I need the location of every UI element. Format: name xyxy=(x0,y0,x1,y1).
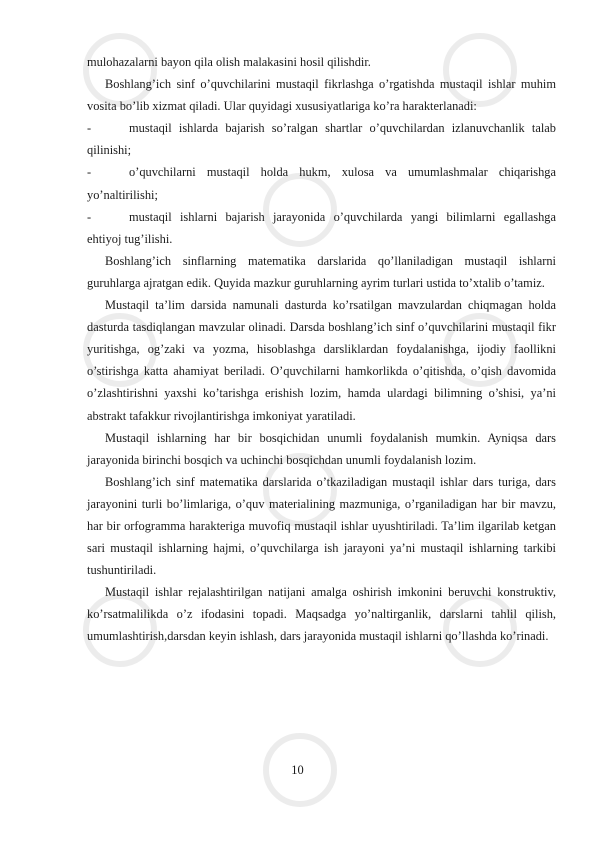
paragraph: Boshlang’ich sinf matematika darslarida o’tkaziladigan mustaqil ishlar dars turiga, dars jarayonini turli bo’limlariga, o’quv materialining mazmuniga, o’rganiladigan har bir mavzu, har bir orfogramma harakteriga muvofiq mustaqil ishlar uyushtiriladi. Ta’lim ilgarilab ketgan sari mustaqil ishlarning hajmi, o’quvchilarga ish jarayoni ya’ni mustaqil ishlarning tarkibi tushuntiriladi. xyxy=(87,474,556,578)
dash-list-item-text: mustaqil ishlarni bajarish jarayonida o’quvchilarda yangi bilimlarni egallashga ehtiyoj tug’ilishi. xyxy=(87,209,556,246)
paragraph: Boshlang’ich sinflarning matematika darslarida qo’llaniladigan mustaqil ishlarni guruhlarga ajratgan edik. Quyida mazkur guruhlarning ayrim turlari ustida to’xtalib o’tamiz. xyxy=(87,253,556,290)
paragraph: Mustaqil ishlarning har bir bosqichidan unumli foydalanish mumkin. Ayniqsa dars jarayonida birinchi bosqich va uchinchi bosqichdan unumli foydalanish lozim. xyxy=(87,430,556,467)
dash-list-item xyxy=(87,206,556,250)
page-number: 10 xyxy=(291,763,304,777)
dash-bullet: - xyxy=(87,121,92,136)
dash-list-item xyxy=(87,161,556,205)
dash-list-item-text: o’quvchilarni mustaqil holda hukm, xulosa va umumlashmalar chiqarishga yo’naltirilishi; xyxy=(87,165,556,202)
paragraph: Mustaqil ishlar rejalashtirilgan natijani amalga oshirish imkonini beruvchi konstruktiv, ko’rsatmalilikda o’z ifodasini topadi. Maqsadga yo’naltirganlik, darslarni tahlil qilish, umumlashtirish,darsdan keyin ishlash, dars jarayonida mustaqil ishlarni qo’llashda ko’rinadi. xyxy=(87,585,556,644)
document-body xyxy=(87,51,556,648)
dash-bullet: - xyxy=(87,209,92,224)
paragraph: Mustaqil ta’lim darsida namunali dasturda ko’rsatilgan mavzulardan chiqmagan holda dasturda tasdiqlangan mavzular olinadi. Darsda boshlang’ich sinf o’quvchilarini mustaqil fikr yuritishga, og’zaki va yozma, hisoblashga darsliklardan foydalanishga, ijodiy faollikni o’stirishga katta ahamiyat beriladi. O’quvchilarni hamkorlikda o’qitishda, o’qish davomida o’zlashtirishni yaxshi ko’tarishga erishish lozim, hamda ulardagi bilimning o’shisi, ya’ni abstrakt tafakkur rivojlantirishga imkoniyat yaratiladi. xyxy=(87,298,556,423)
paragraph-continuation: mulohazalarni bayon qila olish malakasini hosil qilishdir. xyxy=(87,55,371,69)
dash-list-item-text: mustaqil ishlarda bajarish so’ralgan shartlar o’quvchilardan izlanuvchanlik talab qilinishi; xyxy=(87,121,556,158)
dash-list-item xyxy=(87,117,556,161)
dash-bullet: - xyxy=(87,165,92,180)
paragraph: Boshlang’ich sinf o’quvchilarini mustaqil fikrlashga o’rgatishda mustaqil ishlar muhim vosita bo’lib xizmat qiladi. Ular quyidagi xususiyatlariga ko’ra harakterlanadi: xyxy=(87,77,556,114)
